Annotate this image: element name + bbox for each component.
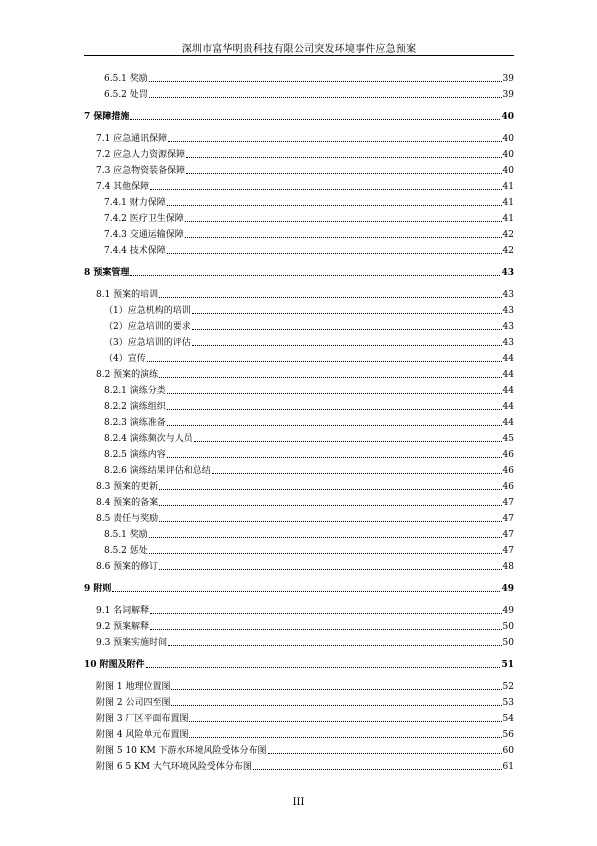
toc-entry-label: 8.5 责任与奖励	[96, 514, 159, 524]
toc-entry-page: 50	[502, 638, 514, 648]
toc-leader-dots	[159, 297, 501, 298]
toc-entry-page: 46	[502, 482, 514, 492]
toc-entry-page: 44	[502, 402, 514, 412]
toc-entry[interactable]	[84, 603, 514, 617]
toc-entry-label: 附图 5 10 KM 下游水环境风险受体分布图	[96, 746, 267, 756]
toc-entry[interactable]	[84, 367, 514, 381]
toc-entry-page: 44	[502, 370, 514, 380]
toc-leader-dots	[168, 645, 501, 646]
toc-leader-dots	[149, 81, 502, 82]
toc-entry-label: 8.5.1 奖励	[104, 530, 148, 540]
toc-leader-dots	[147, 361, 502, 362]
page-number: III	[292, 797, 305, 808]
toc-leader-dots	[189, 721, 501, 722]
toc-entry-label: 9.1 名词解释	[96, 606, 150, 616]
toc-entry[interactable]	[84, 109, 514, 123]
toc-entry[interactable]	[84, 511, 514, 525]
toc-entry[interactable]	[84, 399, 514, 413]
toc-leader-dots	[149, 553, 502, 554]
toc-entry[interactable]	[84, 527, 514, 541]
toc-entry-page: 40	[502, 166, 514, 176]
toc-leader-dots	[150, 613, 501, 614]
toc-entry-page: 43	[501, 268, 514, 278]
toc-entry-page: 43	[502, 290, 514, 300]
toc-entry-label: 8.2 预案的演练	[96, 370, 159, 380]
toc-entry[interactable]	[84, 163, 514, 177]
toc-leader-dots	[171, 705, 501, 706]
toc-entry-label: 7.4.4 技术保障	[104, 246, 166, 256]
toc-entry-page: 52	[502, 682, 514, 692]
toc-leader-dots	[192, 313, 502, 314]
toc-entry[interactable]	[84, 559, 514, 573]
page-header-title: 深圳市富华明贵科技有限公司突发环境事件应急预案	[181, 44, 417, 55]
toc-entry-label: 6.5.2 处罚	[104, 90, 148, 100]
toc-leader-dots	[149, 97, 502, 98]
toc-entry[interactable]	[84, 679, 514, 693]
toc-leader-dots	[212, 473, 502, 474]
toc-leader-dots	[130, 275, 500, 276]
toc-entry-page: 41	[502, 214, 514, 224]
toc-entry-label: 7.3 应急物资装备保障	[96, 166, 186, 176]
toc-entry-page: 40	[501, 112, 514, 122]
toc-entry-page: 43	[502, 338, 514, 348]
toc-entry-label: 8.2.2 演练组织	[104, 402, 166, 412]
toc-entry[interactable]	[84, 319, 514, 333]
toc-entry-page: 43	[502, 306, 514, 316]
toc-entry-label: 附图 1 地理位置图	[96, 682, 171, 692]
toc-entry[interactable]	[84, 447, 514, 461]
toc-leader-dots	[253, 769, 502, 770]
toc-leader-dots	[167, 425, 502, 426]
toc-leader-dots	[167, 205, 502, 206]
toc-leader-dots	[186, 157, 501, 158]
toc-leader-dots	[159, 505, 501, 506]
toc-entry-page: 60	[502, 746, 514, 756]
toc-entry[interactable]	[84, 415, 514, 429]
toc-leader-dots	[150, 189, 501, 190]
toc-entry-label: 9.3 预案实施时间	[96, 638, 168, 648]
toc-leader-dots	[150, 629, 501, 630]
toc-entry-page: 46	[502, 466, 514, 476]
toc-entry-label: 7.1 应急通讯保障	[96, 134, 168, 144]
toc-entry-label: 9.2 预案解释	[96, 622, 150, 632]
toc-leader-dots	[167, 253, 502, 254]
toc-leader-dots	[159, 569, 501, 570]
toc-leader-dots	[146, 667, 501, 668]
toc-entry[interactable]	[84, 479, 514, 493]
toc-entry-label: 8.4 预案的备案	[96, 498, 159, 508]
toc-entry-label: 附图 4 风险单元布置图	[96, 730, 189, 740]
toc-entry-page: 61	[502, 762, 514, 772]
toc-entry[interactable]	[84, 211, 514, 225]
toc-entry[interactable]	[84, 383, 514, 397]
toc-leader-dots	[185, 221, 502, 222]
toc-entry-label: 9 附则	[84, 584, 112, 594]
toc-entry-page: 40	[502, 150, 514, 160]
toc-entry-label: （3）应急培训的评估	[104, 338, 191, 348]
toc-entry[interactable]	[84, 463, 514, 477]
toc-entry-label: （2）应急培训的要求	[104, 322, 191, 332]
toc-entry-page: 53	[502, 698, 514, 708]
toc-leader-dots	[159, 489, 501, 490]
toc-entry-label: 7.4.1 财力保障	[104, 198, 166, 208]
toc-entry-page: 44	[502, 386, 514, 396]
toc-leader-dots	[192, 329, 502, 330]
toc-leader-dots	[186, 173, 501, 174]
toc-entry-label: 附图 2 公司四至图	[96, 698, 171, 708]
toc-entry-page: 41	[502, 182, 514, 192]
toc-entry-page: 47	[502, 546, 514, 556]
toc-entry[interactable]	[84, 743, 514, 757]
toc-entry-page: 44	[502, 418, 514, 428]
toc-entry-label: 8.2.4 演练频次与人员	[104, 434, 193, 444]
toc-entry[interactable]	[84, 759, 514, 773]
toc-leader-dots	[112, 591, 500, 592]
toc-entry[interactable]	[84, 711, 514, 725]
toc-entry-label: 7.4.2 医疗卫生保障	[104, 214, 184, 224]
toc-entry[interactable]	[84, 619, 514, 633]
toc-entry[interactable]	[84, 179, 514, 193]
toc-leader-dots	[167, 457, 502, 458]
toc-entry-label: 8 预案管理	[84, 268, 130, 278]
toc-entry[interactable]	[84, 287, 514, 301]
toc-entry[interactable]	[84, 495, 514, 509]
toc-entry-label: 10 附图及附件	[84, 660, 145, 670]
toc-leader-dots	[171, 689, 501, 690]
header-divider	[84, 55, 514, 56]
toc-entry-page: 49	[501, 584, 514, 594]
toc-entry-page: 44	[502, 354, 514, 364]
toc-entry-label: 8.2.1 演练分类	[104, 386, 166, 396]
toc-entry-label: （1）应急机构的培训	[104, 306, 191, 316]
toc-leader-dots	[185, 237, 502, 238]
toc-leader-dots	[167, 409, 502, 410]
toc-entry-label: 7.4.3 交通运输保障	[104, 230, 184, 240]
toc-entry[interactable]	[84, 71, 514, 85]
toc-entry-page: 40	[502, 134, 514, 144]
toc-entry-page: 54	[502, 714, 514, 724]
toc-entry-page: 56	[502, 730, 514, 740]
toc-entry-page: 47	[502, 498, 514, 508]
toc-entry[interactable]	[84, 147, 514, 161]
toc-entry-page: 47	[502, 530, 514, 540]
toc-entry-page: 39	[502, 74, 514, 84]
toc-entry-label: （4）宣传	[104, 354, 146, 364]
toc-entry-label: 8.6 预案的修订	[96, 562, 159, 572]
toc-leader-dots	[159, 521, 501, 522]
toc-entry-label: 6.5.1 奖励	[104, 74, 148, 84]
toc-entry-label: 8.5.2 惩处	[104, 546, 148, 556]
toc-entry-label: 8.2.3 演练准备	[104, 418, 166, 428]
toc-leader-dots	[159, 377, 501, 378]
toc-entry-page: 43	[502, 322, 514, 332]
toc-entry[interactable]	[84, 243, 514, 257]
toc-entry-page: 42	[502, 246, 514, 256]
toc-entry-page: 50	[502, 622, 514, 632]
toc-entry[interactable]	[84, 635, 514, 649]
toc-entry-page: 49	[502, 606, 514, 616]
toc-entry-label: 8.1 预案的培训	[96, 290, 159, 300]
toc-entry-label: 8.2.6 演练结果评估和总结	[104, 466, 211, 476]
toc-leader-dots	[149, 537, 502, 538]
toc-entry-label: 8.3 预案的更新	[96, 482, 159, 492]
toc-entry-page: 39	[502, 90, 514, 100]
toc-entry[interactable]	[84, 727, 514, 741]
toc-entry[interactable]	[84, 195, 514, 209]
toc-entry-page: 42	[502, 230, 514, 240]
toc-leader-dots	[192, 345, 502, 346]
toc-entry[interactable]	[84, 87, 514, 101]
toc-entry[interactable]	[84, 131, 514, 145]
toc-entry[interactable]	[84, 335, 514, 349]
toc-entry-page: 47	[502, 514, 514, 524]
toc-entry-label: 附图 6 5 KM 大气环境风险受体分布图	[96, 762, 252, 772]
toc-entry[interactable]	[84, 303, 514, 317]
toc-entry-page: 48	[502, 562, 514, 572]
toc-leader-dots	[168, 141, 501, 142]
toc-entry[interactable]	[84, 431, 514, 445]
toc-entry[interactable]	[84, 581, 514, 595]
toc-entry[interactable]	[84, 657, 514, 671]
toc-entry[interactable]	[84, 351, 514, 365]
toc-entry-label: 附图 3 厂区平面布置图	[96, 714, 189, 724]
toc-entry-label: 8.2.5 演练内容	[104, 450, 166, 460]
toc-leader-dots	[167, 393, 502, 394]
toc-entry[interactable]	[84, 695, 514, 709]
toc-entry-page: 45	[502, 434, 514, 444]
toc-entry-label: 7 保障措施	[84, 112, 130, 122]
toc-entry-page: 41	[502, 198, 514, 208]
toc-entry-label: 7.4 其他保障	[96, 182, 150, 192]
toc-leader-dots	[189, 737, 501, 738]
toc-leader-dots	[268, 753, 502, 754]
toc-entry[interactable]	[84, 265, 514, 279]
toc-leader-dots	[194, 441, 502, 442]
toc-entry[interactable]	[84, 543, 514, 557]
toc-entry-page: 51	[501, 660, 514, 670]
toc-leader-dots	[130, 119, 500, 120]
toc-entry-page: 46	[502, 450, 514, 460]
toc-entry-label: 7.2 应急人力资源保障	[96, 150, 186, 160]
toc-entry[interactable]	[84, 227, 514, 241]
